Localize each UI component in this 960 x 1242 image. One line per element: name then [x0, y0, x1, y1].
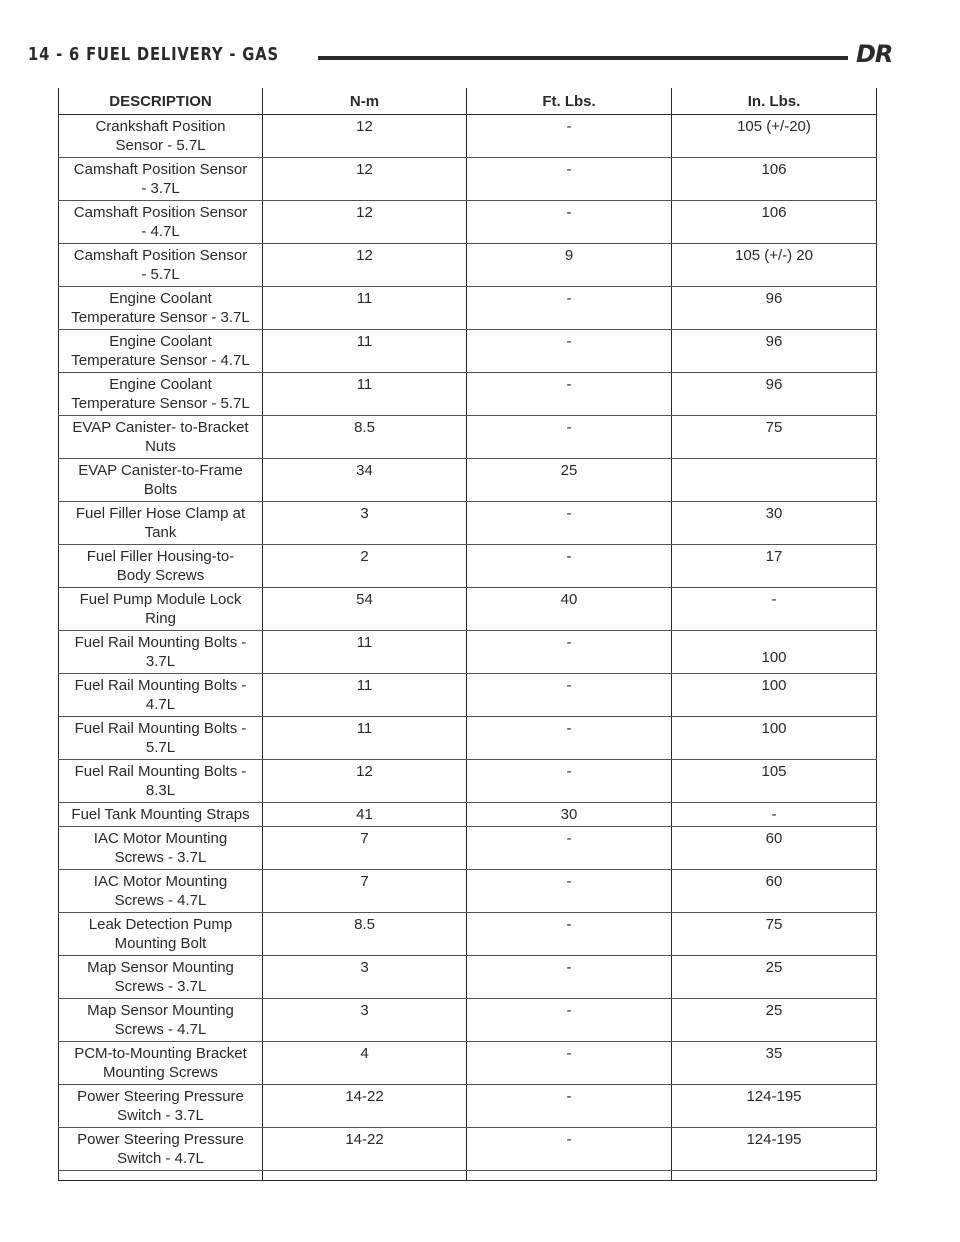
col-header-ft-lbs: Ft. Lbs.: [467, 88, 672, 115]
page-header: [28, 40, 893, 80]
description-cell: Power Steering Pressure Switch - 3.7L: [59, 1085, 263, 1128]
tail-cell: [263, 1171, 467, 1181]
ft-lbs-cell: -: [467, 827, 672, 870]
table-row: [59, 244, 877, 287]
description-cell: Fuel Rail Mounting Bolts - 5.7L: [59, 717, 263, 760]
table-row: [59, 674, 877, 717]
ft-lbs-cell: -: [467, 115, 672, 158]
in-lbs-cell: 35: [672, 1042, 877, 1085]
table-row: [59, 999, 877, 1042]
in-lbs-cell: -: [672, 588, 877, 631]
in-lbs-cell: 100: [672, 674, 877, 717]
description-cell: Crankshaft Position Sensor - 5.7L: [59, 115, 263, 158]
ft-lbs-cell: 40: [467, 588, 672, 631]
in-lbs-cell: 106: [672, 201, 877, 244]
nm-cell: 14-22: [263, 1085, 467, 1128]
in-lbs-cell: 75: [672, 416, 877, 459]
description-cell: Fuel Rail Mounting Bolts - 4.7L: [59, 674, 263, 717]
header-rule: [318, 56, 848, 60]
ft-lbs-cell: -: [467, 717, 672, 760]
ft-lbs-cell: -: [467, 158, 672, 201]
table-row: [59, 373, 877, 416]
nm-cell: 11: [263, 287, 467, 330]
nm-cell: 34: [263, 459, 467, 502]
in-lbs-cell: 96: [672, 287, 877, 330]
description-cell: EVAP Canister-to-Frame Bolts: [59, 459, 263, 502]
table-row: [59, 1128, 877, 1171]
nm-cell: 11: [263, 674, 467, 717]
page-id: 14 - 6 FUEL DELIVERY - GAS: [28, 44, 279, 65]
nm-cell: 8.5: [263, 913, 467, 956]
in-lbs-cell: 60: [672, 827, 877, 870]
ft-lbs-cell: -: [467, 870, 672, 913]
nm-cell: 8.5: [263, 416, 467, 459]
in-lbs-cell: 60: [672, 870, 877, 913]
table-row: [59, 717, 877, 760]
brand-logo: DR: [856, 40, 893, 68]
ft-lbs-cell: -: [467, 545, 672, 588]
in-lbs-cell: 30: [672, 502, 877, 545]
table-row: [59, 115, 877, 158]
nm-cell: 54: [263, 588, 467, 631]
table-row: [59, 459, 877, 502]
in-lbs-cell: 25: [672, 956, 877, 999]
description-cell: Fuel Filler Housing-to- Body Screws: [59, 545, 263, 588]
description-cell: Power Steering Pressure Switch - 4.7L: [59, 1128, 263, 1171]
ft-lbs-cell: -: [467, 1128, 672, 1171]
nm-cell: 3: [263, 956, 467, 999]
table-row: [59, 416, 877, 459]
description-cell: Camshaft Position Sensor - 3.7L: [59, 158, 263, 201]
in-lbs-cell: 100: [672, 631, 877, 674]
table-row: [59, 913, 877, 956]
description-cell: Camshaft Position Sensor - 4.7L: [59, 201, 263, 244]
table-row: [59, 330, 877, 373]
in-lbs-cell: 17: [672, 545, 877, 588]
nm-cell: 12: [263, 760, 467, 803]
tail-cell: [59, 1171, 263, 1181]
in-lbs-cell: 25: [672, 999, 877, 1042]
nm-cell: 11: [263, 631, 467, 674]
description-cell: Engine Coolant Temperature Sensor - 5.7L: [59, 373, 263, 416]
ft-lbs-cell: -: [467, 1085, 672, 1128]
nm-cell: 11: [263, 717, 467, 760]
nm-cell: 11: [263, 330, 467, 373]
description-cell: PCM-to-Mounting Bracket Mounting Screws: [59, 1042, 263, 1085]
description-cell: Engine Coolant Temperature Sensor - 3.7L: [59, 287, 263, 330]
ft-lbs-cell: -: [467, 674, 672, 717]
description-cell: Map Sensor Mounting Screws - 3.7L: [59, 956, 263, 999]
nm-cell: 12: [263, 201, 467, 244]
description-cell: EVAP Canister- to-Bracket Nuts: [59, 416, 263, 459]
nm-cell: 12: [263, 244, 467, 287]
table-header-row: [59, 88, 877, 115]
table-row: [59, 1085, 877, 1128]
description-cell: Fuel Tank Mounting Straps: [59, 803, 263, 827]
torque-spec-table: [58, 88, 877, 1181]
in-lbs-cell: 124-195: [672, 1085, 877, 1128]
nm-cell: 3: [263, 502, 467, 545]
in-lbs-cell: 105 (+/-) 20: [672, 244, 877, 287]
description-cell: Camshaft Position Sensor - 5.7L: [59, 244, 263, 287]
description-cell: Engine Coolant Temperature Sensor - 4.7L: [59, 330, 263, 373]
in-lbs-cell: 106: [672, 158, 877, 201]
ft-lbs-cell: -: [467, 201, 672, 244]
col-header-nm: N-m: [263, 88, 467, 115]
in-lbs-cell: 100: [672, 717, 877, 760]
ft-lbs-cell: -: [467, 416, 672, 459]
description-cell: IAC Motor Mounting Screws - 4.7L: [59, 870, 263, 913]
nm-cell: 3: [263, 999, 467, 1042]
table-row: [59, 502, 877, 545]
col-header-description: DESCRIPTION: [59, 88, 263, 115]
ft-lbs-cell: -: [467, 330, 672, 373]
in-lbs-cell: 124-195: [672, 1128, 877, 1171]
description-cell: Fuel Rail Mounting Bolts - 8.3L: [59, 760, 263, 803]
ft-lbs-cell: -: [467, 760, 672, 803]
in-lbs-cell: [672, 459, 877, 502]
description-cell: Map Sensor Mounting Screws - 4.7L: [59, 999, 263, 1042]
tail-cell: [467, 1171, 672, 1181]
in-lbs-cell: -: [672, 803, 877, 827]
ft-lbs-cell: -: [467, 913, 672, 956]
table-row: [59, 631, 877, 674]
ft-lbs-cell: 25: [467, 459, 672, 502]
table-row: [59, 287, 877, 330]
table-tail-row: [59, 1171, 877, 1181]
table-row: [59, 803, 877, 827]
table-body: [59, 115, 877, 1181]
ft-lbs-cell: -: [467, 956, 672, 999]
in-lbs-cell: 96: [672, 373, 877, 416]
table-row: [59, 870, 877, 913]
ft-lbs-cell: -: [467, 631, 672, 674]
nm-cell: 7: [263, 827, 467, 870]
nm-cell: 12: [263, 158, 467, 201]
in-lbs-cell: 105 (+/-20): [672, 115, 877, 158]
table-row: [59, 827, 877, 870]
col-header-in-lbs: In. Lbs.: [672, 88, 877, 115]
description-cell: Fuel Rail Mounting Bolts - 3.7L: [59, 631, 263, 674]
nm-cell: 2: [263, 545, 467, 588]
table-row: [59, 588, 877, 631]
in-lbs-cell: 96: [672, 330, 877, 373]
ft-lbs-cell: -: [467, 502, 672, 545]
table-row: [59, 545, 877, 588]
ft-lbs-cell: -: [467, 373, 672, 416]
description-cell: IAC Motor Mounting Screws - 3.7L: [59, 827, 263, 870]
table-row: [59, 760, 877, 803]
nm-cell: 12: [263, 115, 467, 158]
ft-lbs-cell: 9: [467, 244, 672, 287]
nm-cell: 4: [263, 1042, 467, 1085]
nm-cell: 7: [263, 870, 467, 913]
ft-lbs-cell: -: [467, 999, 672, 1042]
description-cell: Fuel Filler Hose Clamp at Tank: [59, 502, 263, 545]
nm-cell: 41: [263, 803, 467, 827]
table-row: [59, 1042, 877, 1085]
nm-cell: 11: [263, 373, 467, 416]
description-cell: Leak Detection Pump Mounting Bolt: [59, 913, 263, 956]
in-lbs-cell: 75: [672, 913, 877, 956]
table-row: [59, 201, 877, 244]
ft-lbs-cell: -: [467, 1042, 672, 1085]
nm-cell: 14-22: [263, 1128, 467, 1171]
tail-cell: [672, 1171, 877, 1181]
table-row: [59, 158, 877, 201]
table-row: [59, 956, 877, 999]
description-cell: Fuel Pump Module Lock Ring: [59, 588, 263, 631]
ft-lbs-cell: -: [467, 287, 672, 330]
in-lbs-cell: 105: [672, 760, 877, 803]
ft-lbs-cell: 30: [467, 803, 672, 827]
